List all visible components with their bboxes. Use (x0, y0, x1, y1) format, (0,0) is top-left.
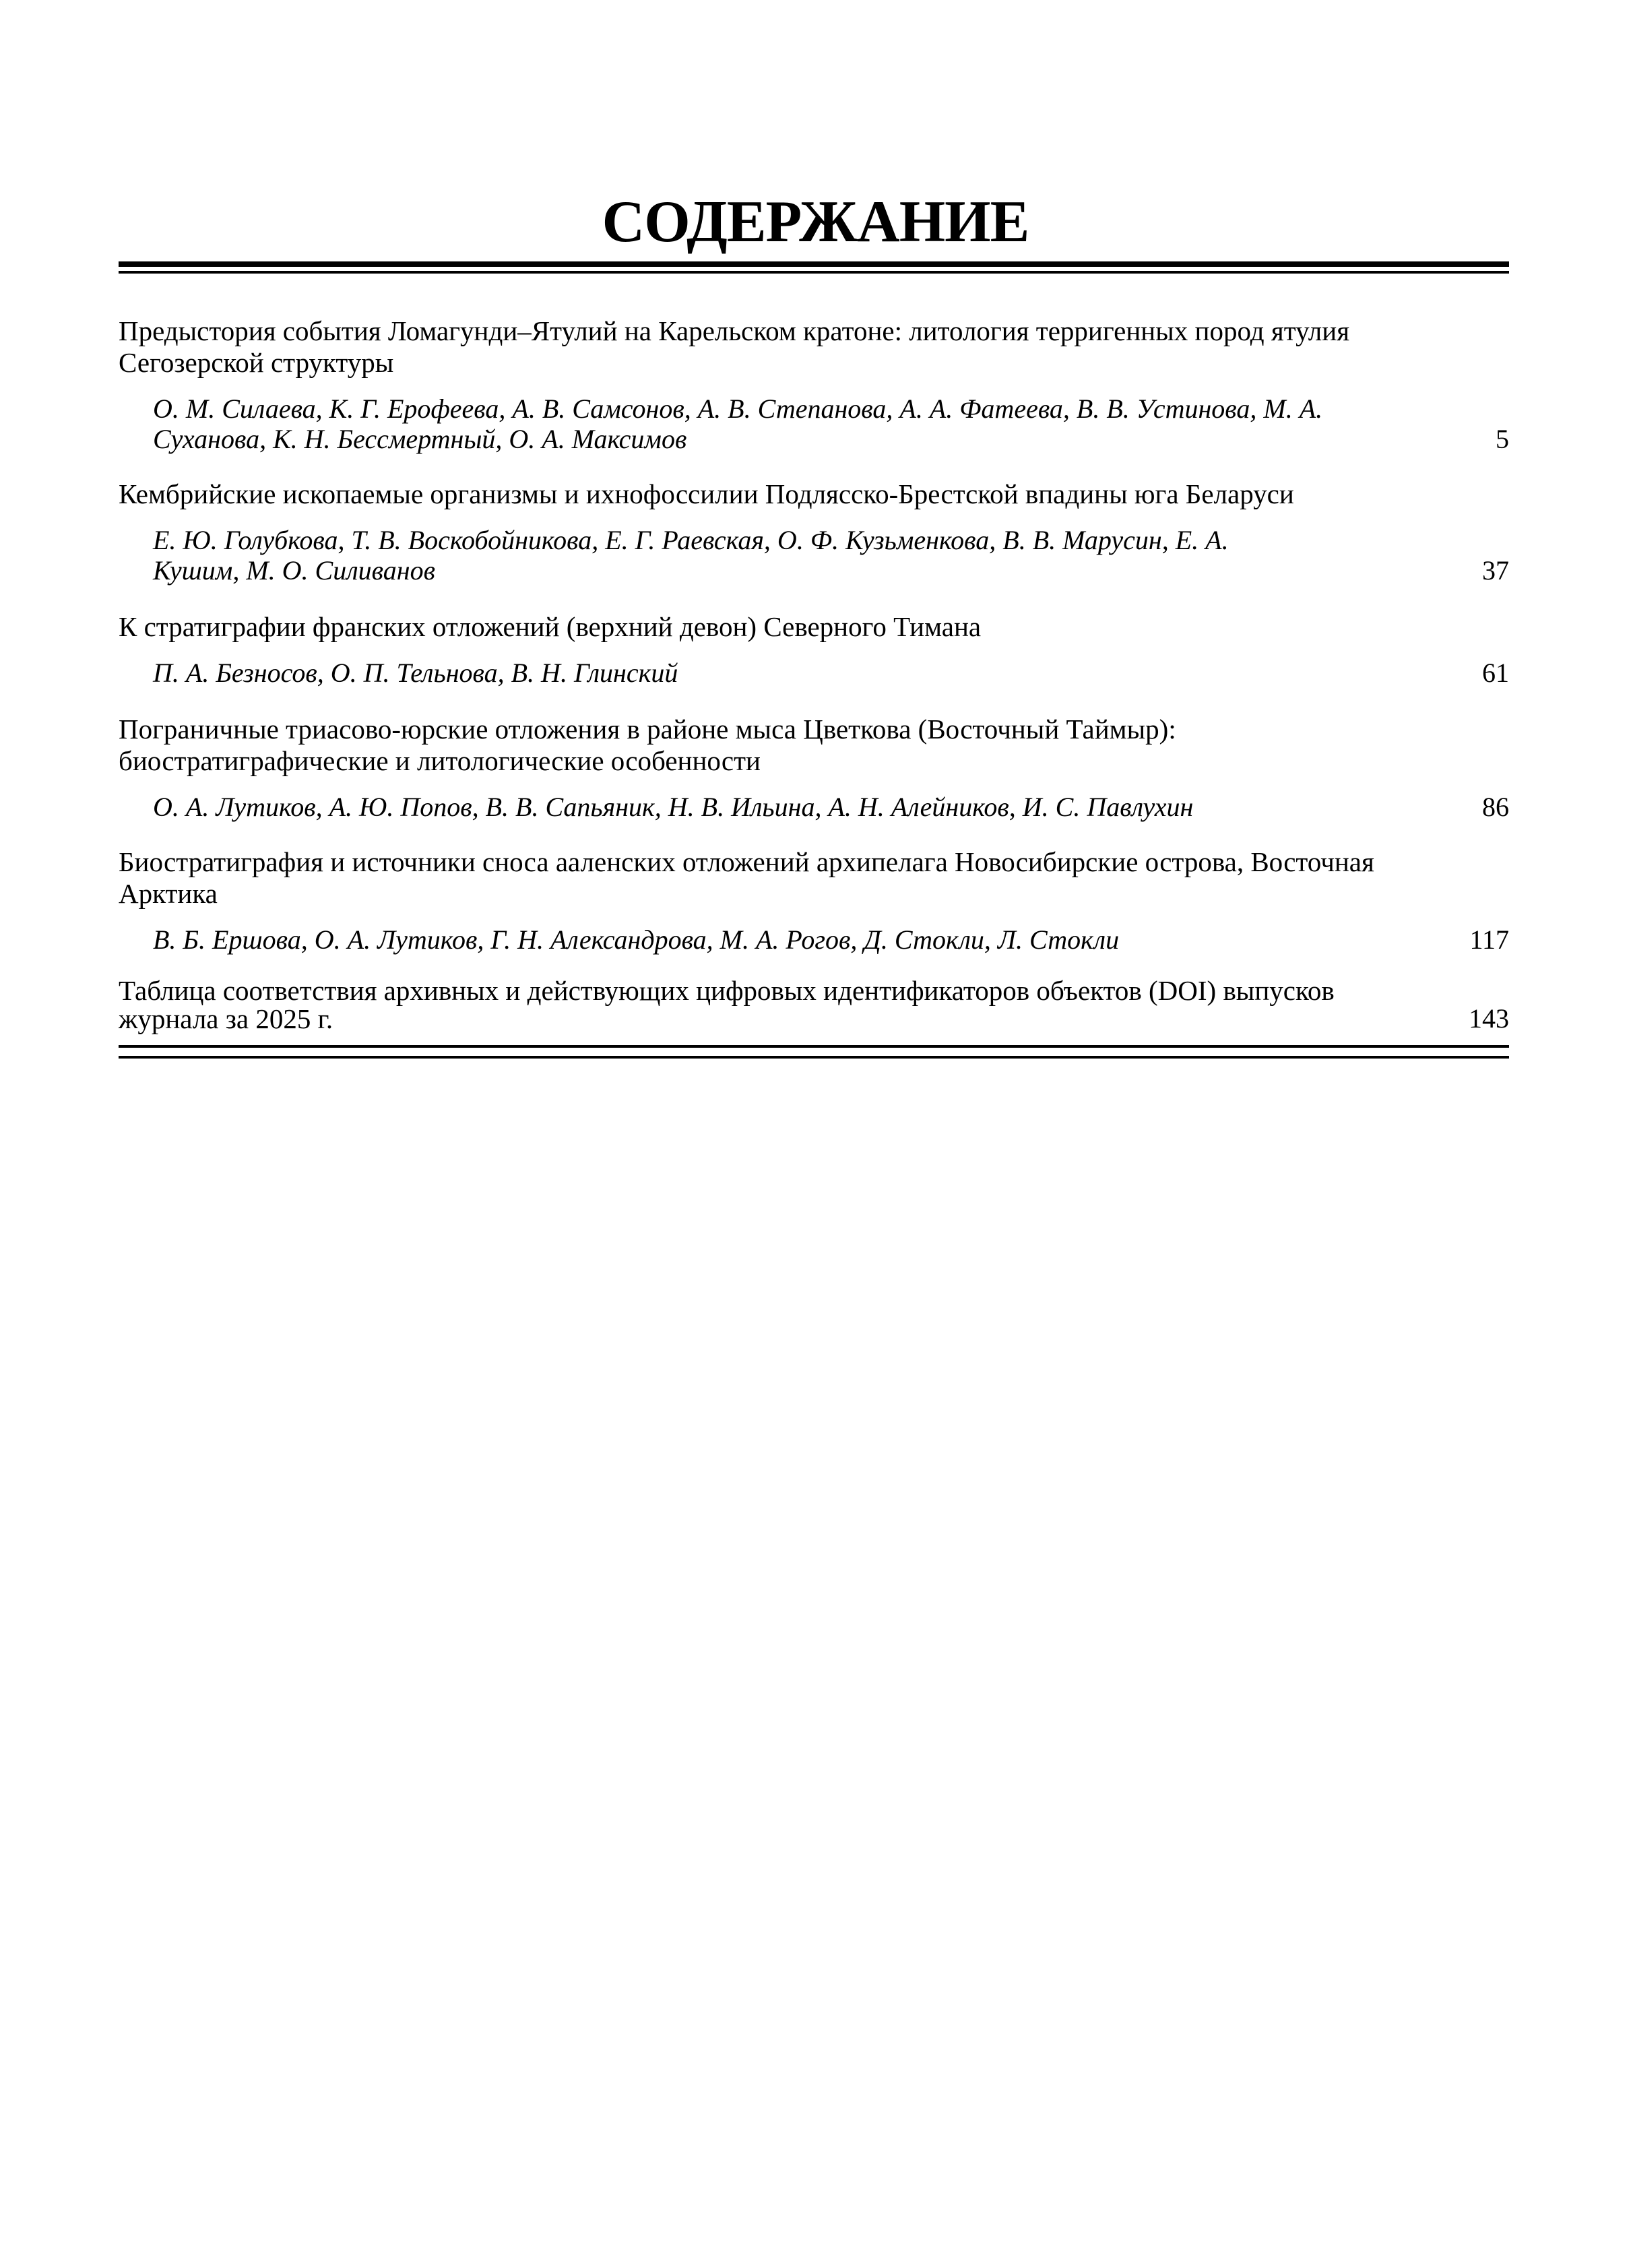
toc-entry[interactable] (119, 478, 1509, 586)
entry-page[interactable]: 143 (1469, 1003, 1509, 1034)
entry-page[interactable]: 86 (1482, 792, 1509, 822)
entry-page[interactable]: 117 (1469, 924, 1509, 955)
entry-page[interactable]: 5 (1496, 424, 1509, 454)
toc-entry[interactable] (119, 714, 1509, 822)
entry-authors: О. А. Лутиков, А. Ю. Попов, В. В. Сапьяник, Н. В. Ильина, А. Н. Алейников, И. С. Павлухин (153, 792, 1194, 822)
entry-title[interactable]: Пограничные триасово-юрские отложения в районе мыса Цветкова (Восточный Таймыр): биостратиграфические и литологические особенности (119, 714, 1176, 776)
bottom-rule-2 (119, 1056, 1509, 1059)
entry-title[interactable]: Таблица соответствия архивных и действующих цифровых идентификаторов объектов (DOI) выпусков журнала за 2025 г. (119, 975, 1335, 1034)
toc-entry[interactable] (119, 976, 1509, 1033)
entry-page[interactable]: 61 (1482, 658, 1509, 688)
top-rule-thin (119, 271, 1509, 274)
top-rule-thick (119, 261, 1509, 267)
bottom-rule-1 (119, 1045, 1509, 1048)
entry-title[interactable]: К стратиграфии франских отложений (верхний девон) Северного Тимана (119, 611, 982, 642)
entry-title[interactable]: Кембрийские ископаемые организмы и ихнофоссилии Подлясско-Брестской впадины юга Беларуси (119, 478, 1294, 509)
entry-title[interactable]: Предыстория события Ломагунди–Ятулий на Карельском кратоне: литология терригенных пород ятулия Сегозерской структуры (119, 315, 1350, 378)
entry-authors: О. М. Силаева, К. Г. Ерофеева, А. В. Самсонов, А. В. Степанова, А. А. Фатеева, В. В. Устинова, М. А. Суханова, К. Н. Бессмертный, О. А. Максимов (153, 393, 1323, 454)
toc-entry[interactable] (119, 315, 1509, 454)
page-title: СОДЕРЖАНИЕ (602, 189, 1029, 255)
entry-authors: Е. Ю. Голубкова, Т. В. Воскобойникова, Е. Г. Раевская, О. Ф. Кузьменкова, В. В. Марусин, Е. А. Кушим, М. О. Силиванов (153, 525, 1229, 586)
toc-entry[interactable] (119, 611, 1509, 688)
entry-page[interactable]: 37 (1482, 555, 1509, 586)
toc-entry[interactable] (119, 846, 1509, 955)
entry-title[interactable]: Биостратиграфия и источники сноса ааленских отложений архипелага Новосибирские острова, Восточная Арктика (119, 846, 1374, 909)
entry-authors: П. А. Безносов, О. П. Тельнова, В. Н. Глинский (153, 658, 678, 688)
entry-authors: В. Б. Ершова, О. А. Лутиков, Г. Н. Александрова, М. А. Рогов, Д. Стокли, Л. Стокли (153, 924, 1120, 955)
